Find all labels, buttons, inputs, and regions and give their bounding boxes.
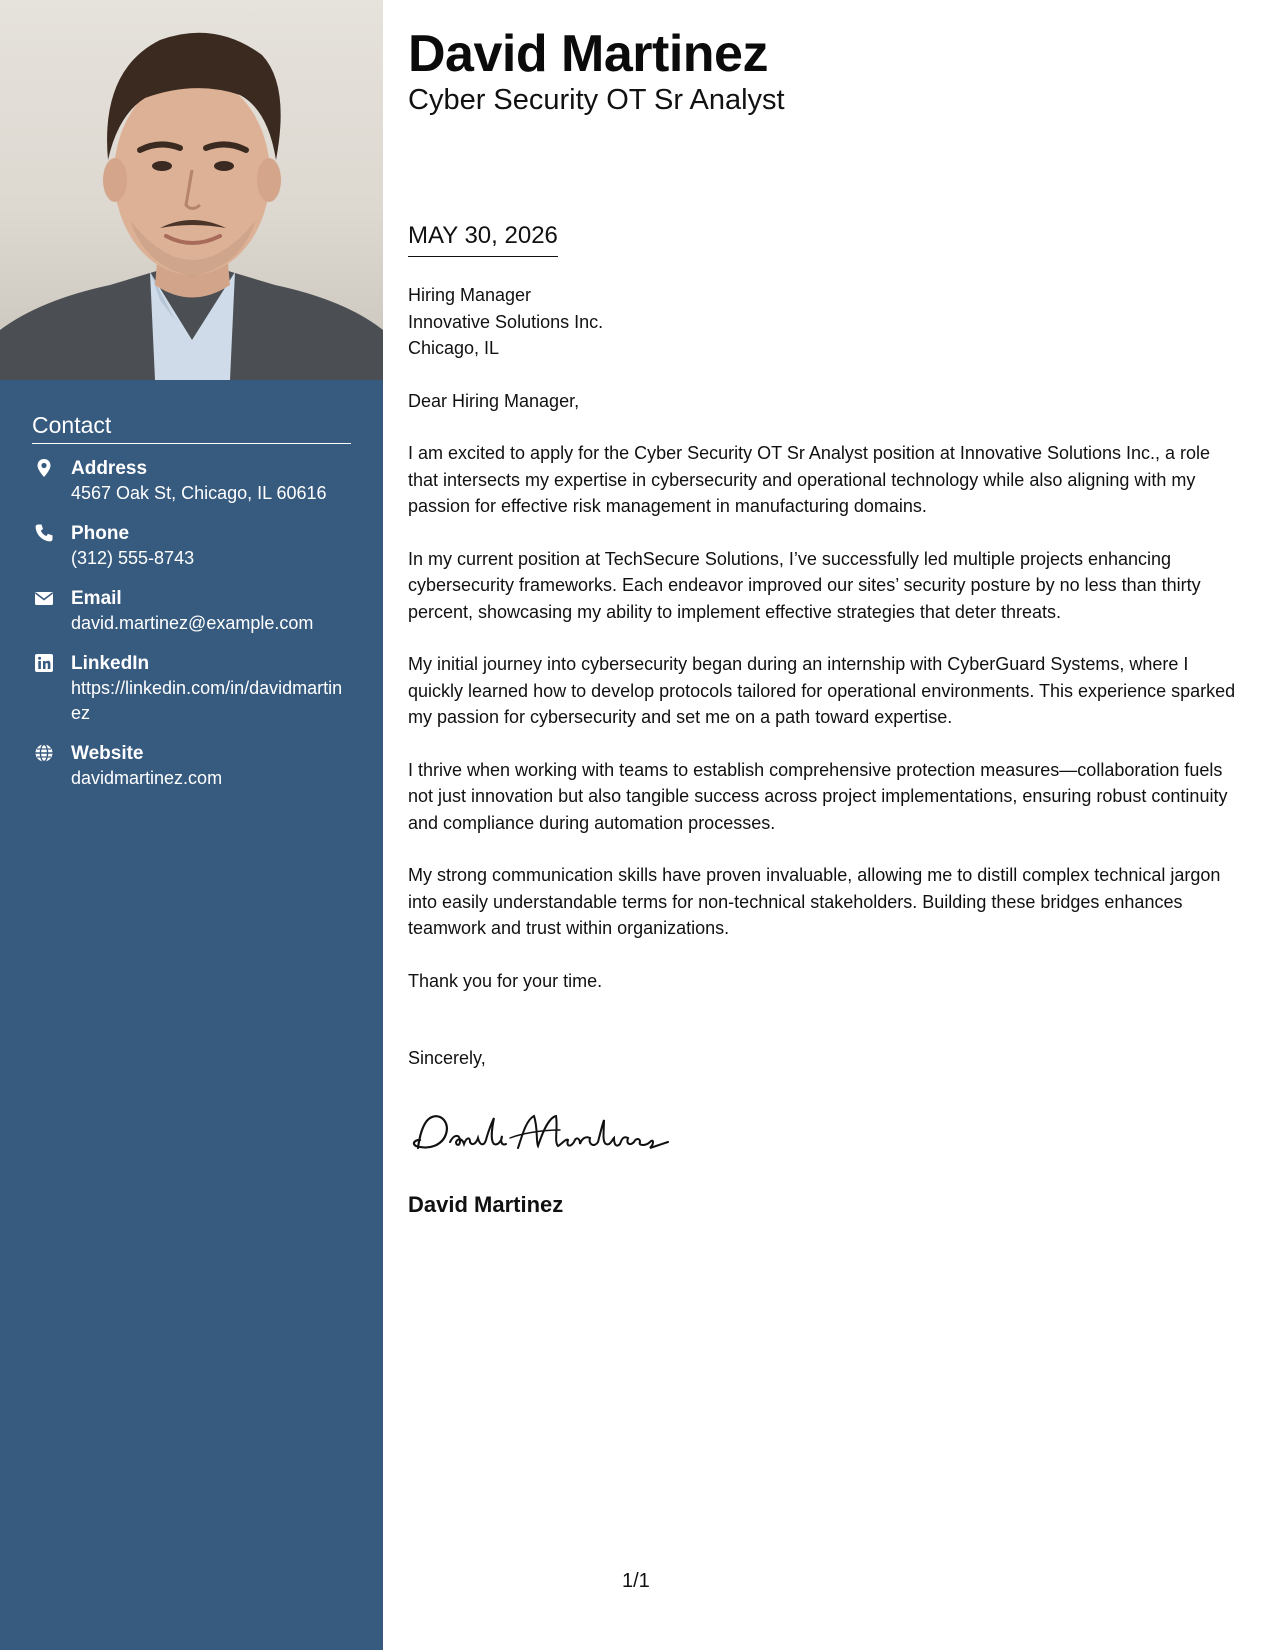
contact-email [32, 586, 352, 636]
letter-paragraph: My strong communication skills have proven invaluable, allowing me to distill complex technical jargon into easily understandable terms for non-technical stakeholders. Building these bridges enhances teamwork and trust within organizations. [408, 865, 1221, 938]
contact-value[interactable]: https://linkedin.com/in/davidmartinez [71, 678, 343, 723]
linkedin-icon [34, 653, 54, 673]
contact-label: Address [71, 458, 148, 479]
phone-icon [34, 523, 54, 543]
applicant-title: Cyber Security OT Sr Analyst [408, 84, 785, 116]
contact-website [32, 741, 352, 791]
signed-name: David Martinez [408, 1192, 564, 1217]
contact-phone [32, 521, 352, 571]
letter-date: MAY 30, 2026 [408, 222, 558, 257]
letter-closing: Sincerely, [408, 1048, 486, 1068]
signature [410, 1108, 680, 1158]
page-number: 1/1 [622, 1570, 650, 1592]
letter-body [408, 282, 1243, 1020]
letter-paragraph: Thank you for your time. [408, 970, 603, 991]
letter-paragraph: I thrive when working with teams to establish comprehensive protection measures—collaboration fuels not just innovation but also tangible success across project implementations, ensuring robust continuity and compliance during automation processes. [408, 759, 1228, 833]
sidebar [0, 0, 383, 1650]
recipient-line: Hiring Manager [408, 285, 532, 305]
recipient-block [408, 282, 1243, 362]
recipient-line: Innovative Solutions Inc. [408, 311, 604, 332]
globe-icon [34, 743, 54, 763]
contact-label: Phone [71, 523, 130, 544]
contact-address [32, 456, 352, 506]
recipient-line: Chicago, IL [408, 338, 500, 358]
contact-label: LinkedIn [71, 653, 150, 674]
map-pin-icon [34, 458, 54, 478]
contact-linkedin [32, 651, 352, 726]
contact-heading: Contact [32, 412, 351, 444]
contact-value[interactable]: davidmartinez.com [71, 768, 223, 788]
contact-value: (312) 555-8743 [71, 548, 195, 568]
applicant-name: David Martinez [408, 25, 768, 83]
contact-list [32, 456, 352, 806]
letter-paragraph: I am excited to apply for the Cyber Security OT Sr Analyst position at Innovative Solutions Inc., a role that intersects my expertise in cybersecurity and operational technology while also aligning with my passion for effective risk management in manufacturing domains. [408, 443, 1211, 516]
email-icon [34, 588, 54, 608]
letter-paragraph: My initial journey into cybersecurity began during an internship with CyberGuard Systems, where I quickly learned how to develop protocols tailored for operational environments. This experience sparked my passion for cybersecurity and set me on a path toward expertise. [408, 654, 1236, 727]
contact-label: Email [71, 588, 122, 609]
contact-value: 4567 Oak St, Chicago, IL 60616 [71, 483, 327, 503]
contact-value[interactable]: david.martinez@example.com [71, 613, 314, 633]
contact-label: Website [71, 743, 144, 764]
salutation: Dear Hiring Manager, [408, 390, 580, 411]
letter-paragraph: In my current position at TechSecure Solutions, I’ve successfully led multiple projects enhancing cybersecurity frameworks. Each endeavor improved our sites’ security posture by no less than thirty percent, showcasing my ability to implement effective strategies that deter threats. [408, 548, 1201, 622]
profile-photo [0, 0, 383, 380]
